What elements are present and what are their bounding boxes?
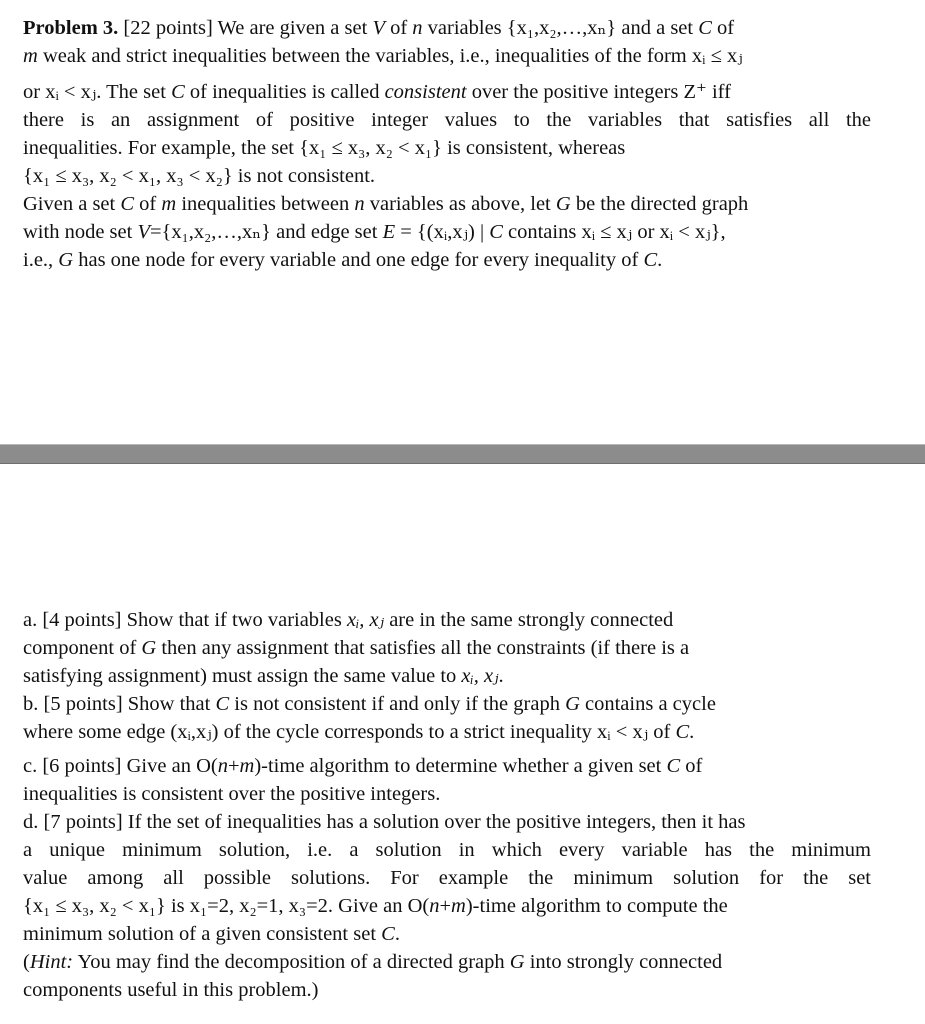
problem-line-9: i.e., G has one node for every variable and one edge for every inequality of C. [23, 249, 663, 271]
part-a-line-2: component of G then any assignment that satisfies all the constraints (if there is a [23, 637, 690, 659]
section-divider [0, 444, 925, 464]
problem-statement [23, 14, 871, 274]
problem-heading: Problem 3. [23, 17, 119, 39]
problem-line-1: Problem 3. [22 points] We are given a set V of n variables {x₁,x₂,…,xₙ} and a set C of [23, 17, 735, 39]
hint-line-2: components useful in this problem.) [23, 979, 319, 1001]
problem-parts [23, 606, 871, 1004]
problem-line-6: {x₁ ≤ x₃, x₂ < x₁, x₃ < x₂} is not consistent. [23, 165, 376, 187]
part-d-line-5: minimum solution of a given consistent set C. [23, 923, 400, 945]
problem-line-8: with node set V={x₁,x₂,…,xₙ} and edge set E = {(xᵢ,xⱼ) | C contains xᵢ ≤ xⱼ or xᵢ < xⱼ}, [23, 221, 726, 243]
problem-line-2: m weak and strict inequalities between the variables, i.e., inequalities of the form xᵢ ≤ xⱼ [23, 45, 743, 67]
part-c-line-1: c. [6 points] Give an O(n+m)-time algorithm to determine whether a given set C of [23, 755, 703, 777]
problem-line-4: there is an assignment of positive integer values to the variables that satisfies all the [23, 109, 871, 131]
part-a-line-3: satisfying assignment) must assign the same value to xᵢ, xⱼ. [23, 665, 504, 687]
part-b-line-2: where some edge (xᵢ,xⱼ) of the cycle corresponds to a strict inequality xᵢ < xⱼ of C. [23, 721, 695, 743]
part-c-line-2: inequalities is consistent over the positive integers. [23, 783, 441, 805]
part-d-line-3: value among all possible solutions. For example the minimum solution for the set [23, 867, 871, 889]
problem-line-7: Given a set C of m inequalities between n variables as above, let G be the directed graph [23, 193, 749, 215]
part-b-line-1: b. [5 points] Show that C is not consistent if and only if the graph G contains a cycle [23, 693, 716, 715]
problem-line-5: inequalities. For example, the set {x₁ ≤ x₃, x₂ < x₁} is consistent, whereas [23, 137, 626, 159]
hint-line-1: (Hint: You may find the decomposition of a directed graph G into strongly connected [23, 951, 723, 973]
part-a-line-1: a. [4 points] Show that if two variables xᵢ, xⱼ are in the same strongly connected [23, 609, 674, 631]
part-d-line-4: {x₁ ≤ x₃, x₂ < x₁} is x₁=2, x₂=1, x₃=2. Give an O(n+m)-time algorithm to compute the [23, 895, 728, 917]
problem-line-3: or xᵢ < xⱼ. The set C of inequalities is called consistent over the positive integers Z⁺ iff [23, 81, 731, 103]
part-d-line-1: d. [7 points] If the set of inequalities has a solution over the positive integers, then it has [23, 811, 746, 833]
part-d-line-2: a unique minimum solution, i.e. a solution in which every variable has the minimum [23, 839, 871, 861]
